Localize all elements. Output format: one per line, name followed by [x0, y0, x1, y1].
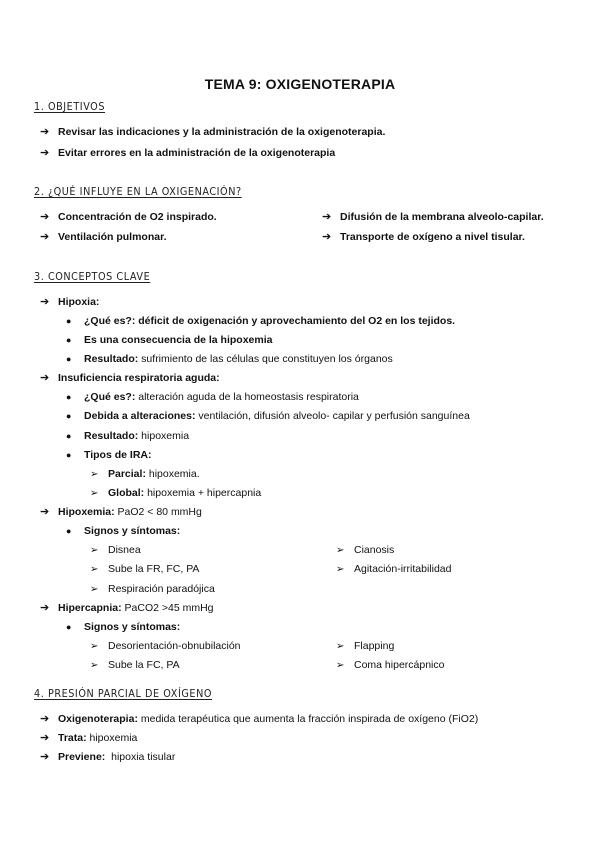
arrow-icon: ➔ — [40, 506, 50, 518]
bullet-icon: ● — [66, 411, 72, 421]
list-item: ➔ Difusión de la membrana alveolo-capilar. — [322, 211, 544, 223]
arrowhead-icon: ➢ — [336, 545, 345, 556]
list-item: ➢ Flapping — [336, 640, 395, 652]
arrow-icon: ➔ — [40, 147, 50, 159]
list-item: ● Debida a alteraciones: ventilación, difusión alveolo- capilar y perfusión sanguínea — [66, 410, 470, 422]
list-item: ➔ Previene: hipoxia tisular — [40, 751, 176, 763]
list-item: ● ¿Qué es?: alteración aguda de la homeostasis respiratoria — [66, 391, 359, 403]
bullet-icon: ● — [66, 450, 72, 460]
section-heading-oxigenacion: 2. ¿QUÉ INFLUYE EN LA OXIGENACIÓN? — [34, 186, 242, 198]
bullet-icon: ● — [66, 354, 72, 364]
arrow-icon: ➔ — [40, 732, 50, 744]
arrow-icon: ➔ — [40, 126, 50, 138]
bullet-icon: ● — [66, 335, 72, 345]
bullet-icon: ● — [66, 526, 72, 536]
list-item: ➢ Parcial: hipoxemia. — [90, 468, 200, 480]
list-item: ➔ Ventilación pulmonar. — [40, 231, 167, 243]
list-item: ➢ Disnea — [90, 544, 141, 556]
section-heading-presion: 4. PRESIÓN PARCIAL DE OXÍGENO — [34, 688, 213, 700]
list-item: ● Resultado: sufrimiento de las células que constituyen los órganos — [66, 353, 393, 365]
arrow-icon: ➔ — [40, 602, 50, 614]
arrowhead-icon: ➢ — [336, 564, 345, 575]
list-item: ➔ Transporte de oxígeno a nivel tisular. — [322, 231, 525, 243]
list-item: ➔ Revisar las indicaciones y la administración de la oxigenoterapia. — [40, 126, 386, 138]
list-item: ● Es una consecuencia de la hipoxemia — [66, 334, 273, 346]
list-item-ira: ➔ Insuficiencia respiratoria aguda: — [40, 372, 220, 384]
arrow-icon: ➔ — [40, 296, 50, 308]
arrow-icon: ➔ — [40, 713, 50, 725]
arrowhead-icon: ➢ — [336, 641, 345, 652]
arrowhead-icon: ➢ — [336, 660, 345, 671]
arrowhead-icon: ➢ — [90, 488, 99, 499]
bullet-icon: ● — [66, 392, 72, 402]
section-heading-objetivos: 1. OBJETIVOS — [34, 101, 106, 113]
arrowhead-icon: ➢ — [90, 584, 99, 595]
bullet-icon: ● — [66, 431, 72, 441]
arrow-icon: ➔ — [322, 211, 332, 223]
list-item: ➢ Coma hipercápnico — [336, 659, 445, 671]
list-item: ● ¿Qué es?: déficit de oxigenación y aprovechamiento del O2 en los tejidos. — [66, 315, 456, 327]
list-item-hipoxemia: ➔ Hipoxemia: PaO2 < 80 mmHg — [40, 506, 202, 518]
bullet-icon: ● — [66, 622, 72, 632]
list-item: ➢ Respiración paradójica — [90, 583, 215, 595]
list-item: ● Signos y síntomas: — [66, 621, 181, 633]
list-item: ➔ Evitar errores en la administración de la oxigenoterapia — [40, 147, 336, 159]
list-item: ➢ Agitación-irritabilidad — [336, 563, 452, 575]
arrow-icon: ➔ — [322, 231, 332, 243]
arrow-icon: ➔ — [40, 231, 50, 243]
list-item: ➢ Sube la FR, FC, PA — [90, 563, 200, 575]
page-title: TEMA 9: OXIGENOTERAPIA — [204, 76, 396, 92]
list-item: ➢ Desorientación-obnubilación — [90, 640, 241, 652]
list-item: ➢ Global: hipoxemia + hipercapnia — [90, 487, 262, 499]
arrowhead-icon: ➢ — [90, 660, 99, 671]
arrow-icon: ➔ — [40, 372, 50, 384]
arrow-icon: ➔ — [40, 211, 50, 223]
section-heading-conceptos: 3. CONCEPTOS CLAVE — [34, 271, 151, 283]
list-item: ➢ Cianosis — [336, 544, 395, 556]
list-item: ➔ Oxigenoterapia: medida terapéutica que aumenta la fracción inspirada de oxígeno (FiO2) — [40, 713, 479, 725]
arrowhead-icon: ➢ — [90, 641, 99, 652]
list-item: ➢ Sube la FC, PA — [90, 659, 180, 671]
bullet-icon: ● — [66, 316, 72, 326]
list-item: ● Tipos de IRA: — [66, 449, 152, 461]
list-item: ➔ Concentración de O2 inspirado. — [40, 211, 217, 223]
list-item-hipercapnia: ➔ Hipercapnia: PaCO2 >45 mmHg — [40, 602, 214, 614]
arrow-icon: ➔ — [40, 751, 50, 763]
arrowhead-icon: ➢ — [90, 564, 99, 575]
arrowhead-icon: ➢ — [90, 545, 99, 556]
list-item-hipoxia: ➔ Hipoxia: — [40, 296, 100, 308]
list-item: ➔ Trata: hipoxemia — [40, 732, 138, 744]
list-item: ● Resultado: hipoxemia — [66, 430, 190, 442]
list-item: ● Signos y síntomas: — [66, 525, 181, 537]
arrowhead-icon: ➢ — [90, 469, 99, 480]
